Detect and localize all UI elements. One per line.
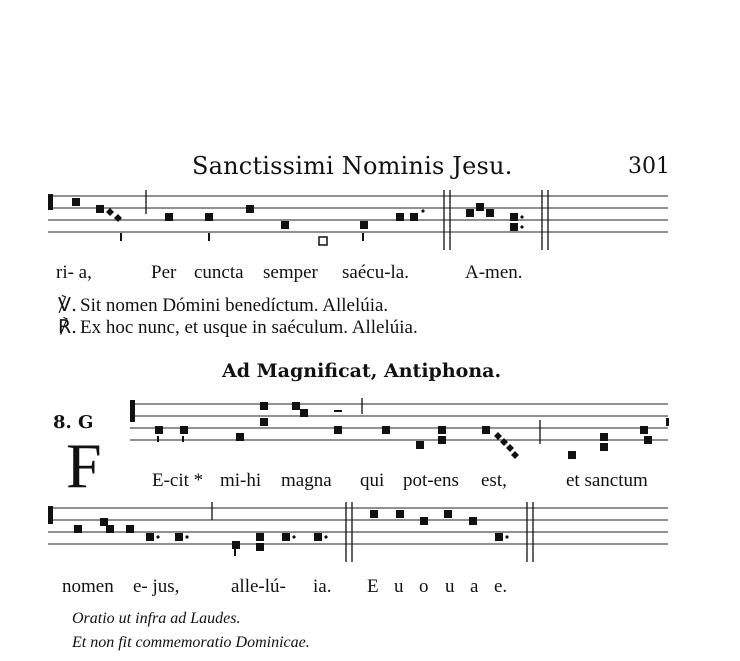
- lyric-syllable: et sanctum: [566, 470, 648, 491]
- lyric-syllable: Per: [151, 262, 177, 283]
- lyric-syllable: e- jus,: [133, 576, 180, 597]
- lyric-syllable: u: [394, 576, 404, 597]
- rubric-note: Et non fit commemoratio Dominicae.: [72, 634, 310, 651]
- lyric-syllable: o: [419, 576, 429, 597]
- lyric-syllable: alle-lú-: [231, 576, 286, 597]
- page-title: Sanctissimi Nominis Jesu.: [192, 152, 513, 180]
- page-number: 301: [628, 154, 670, 179]
- lyric-syllable: pot-ens: [403, 470, 459, 491]
- lyric-syllable: semper: [263, 262, 318, 283]
- response-symbol: ℟.: [58, 316, 78, 338]
- lyric-syllable: E-cit *: [152, 470, 204, 491]
- lyric-syllable: A-men.: [465, 262, 523, 283]
- versicle-text: Sit nomen Dómini benedíctum. Allelúia.: [80, 295, 389, 316]
- lyric-syllable: E: [367, 576, 379, 597]
- lyric-syllable: est,: [481, 470, 507, 491]
- rubric-note: Oratio ut infra ad Laudes.: [72, 610, 241, 627]
- initial-letter: F: [66, 430, 102, 501]
- lyric-syllable: saécu-la.: [342, 262, 409, 283]
- lyric-syllable: qui: [360, 470, 385, 491]
- lyric-syllable: ri- a,: [56, 262, 92, 283]
- lyric-syllable: e.: [494, 576, 508, 597]
- lyric-syllable: nomen: [62, 576, 114, 597]
- lyric-syllable: cuncta: [194, 262, 244, 283]
- response-text: Ex hoc nunc, et usque in saéculum. Allelúia.: [80, 317, 418, 338]
- mode-indicator: 8. G: [53, 412, 94, 433]
- lyric-syllable: ia.: [313, 576, 332, 597]
- antiphon-title: Ad Magnificat, Antiphona.: [222, 360, 502, 382]
- lyric-syllable: a: [470, 576, 479, 597]
- lyric-syllable: mi-hi: [220, 470, 262, 491]
- lyric-syllable: magna: [281, 470, 332, 491]
- versicle-symbol: ℣.: [58, 294, 78, 316]
- lyric-syllable: u: [445, 576, 455, 597]
